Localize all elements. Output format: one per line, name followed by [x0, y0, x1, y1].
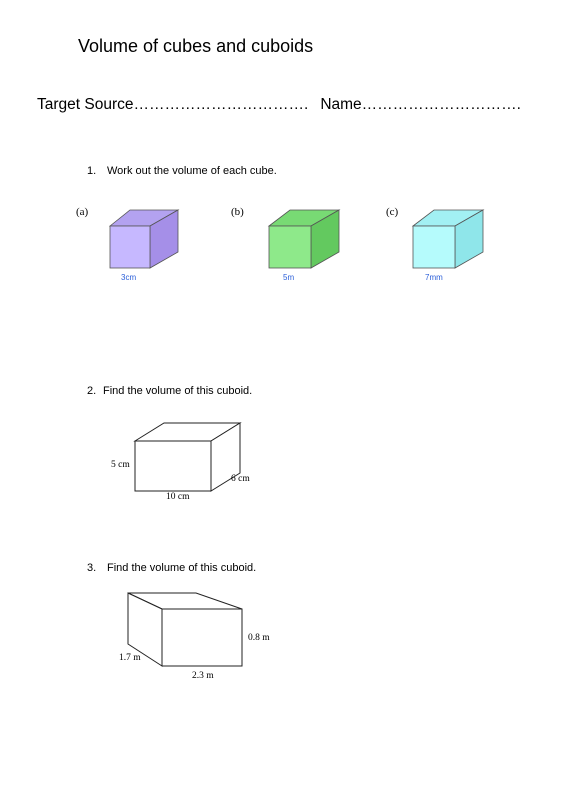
cuboid-2-height-label: 0.8 m: [248, 633, 270, 643]
cuboid-1-depth-label: 6 cm: [231, 474, 250, 484]
cube-a-dimension: 3cm: [121, 273, 137, 282]
cube-c-dimension: 7mm: [425, 273, 443, 282]
name-field[interactable]: ………………………….: [361, 96, 521, 113]
name-label: Name: [320, 96, 362, 113]
student-fields-row: [37, 96, 521, 114]
question-3: [87, 562, 256, 574]
cube-b-dimension: 5m: [283, 273, 295, 282]
question-2-number: 2.: [87, 385, 97, 397]
question-1-text: Work out the volume of each cube.: [107, 165, 277, 177]
cube-c-diagram: [411, 208, 485, 270]
target-source-field[interactable]: …………………………….: [133, 96, 309, 113]
cube-a-front-face: [110, 226, 150, 268]
page-title: Volume of cubes and cuboids: [78, 36, 314, 56]
cuboid-1-length-label: 10 cm: [166, 492, 190, 502]
cube-c-front-face: [413, 226, 455, 268]
question-3-number: 3.: [87, 562, 97, 574]
question-2-text: Find the volume of this cuboid.: [103, 385, 253, 397]
cube-a-label: (a): [76, 206, 89, 218]
cuboid-2-depth-label: 1.7 m: [119, 653, 141, 663]
question-1: [87, 165, 277, 177]
cuboid-2-front-face: [162, 609, 242, 666]
cuboid-2-length-label: 2.3 m: [192, 671, 214, 681]
cube-b-diagram: [267, 208, 341, 270]
cuboid-1-height-label: 5 cm: [111, 460, 130, 470]
question-1-number: 1.: [87, 165, 97, 177]
question-2: [87, 385, 252, 397]
cube-c-label: (c): [386, 206, 399, 218]
cuboid-2-diagram: [127, 592, 245, 668]
cube-b-label: (b): [231, 206, 244, 218]
cube-a-diagram: [108, 208, 180, 270]
cuboid-1-diagram: [134, 422, 242, 494]
question-3-text: Find the volume of this cuboid.: [107, 562, 257, 574]
target-source-label: Target Source: [37, 96, 134, 113]
cuboid-1-front-face: [135, 441, 211, 491]
cube-b-front-face: [269, 226, 311, 268]
